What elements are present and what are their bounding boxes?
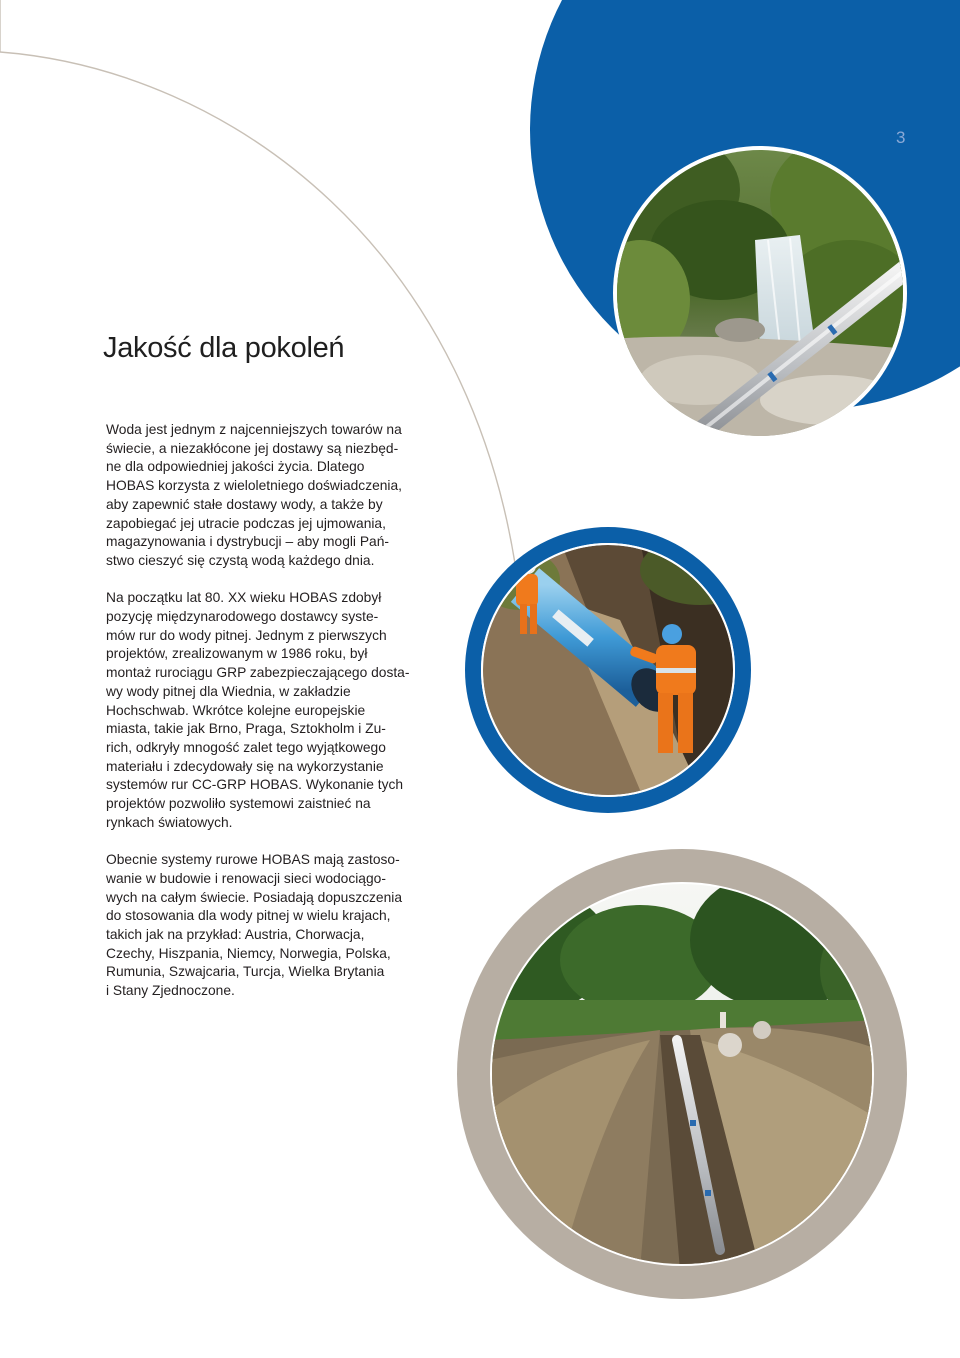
body-text — [106, 421, 422, 1019]
paragraph-2: Na początku lat 80. XX wieku HOBAS zdobył pozycję międzynarodowego dostawcy syste- mów rur do wody pitnej. Jednym z pierwszych projektów, zrealizowanym w 1986 roku, był montaż rurociągu GRP zabezpieczającego dosta- wy wody pitnej dla Wiednia, w zakładzie Hochschwab. Wkrótce kolejne europejskie miasta, takie jak Brno, Praga, Sztokholm i Zu- rich, odkryły mnogość zalet tego wyjątkowego materiału i zdecydowały się na wykorzystanie systemów rur CC-GRP HOBAS. Wykonanie tych projektów pozwoliło systemowi zaistnieć na rynkach światowych. — [106, 590, 410, 830]
page-title: Jakość dla pokoleń — [103, 332, 345, 364]
paragraph-1: Woda jest jednym z najcenniejszych towarów na świecie, a niezakłócone jej dostawy są niezbęd- ne dla odpowiedniej jakości życia. Dlatego HOBAS korzysta z wieloletniego doświadczenia, aby zapewnić stałe dostawy wody, a także by zapobiegać jej utracie podczas jej ujmowania, magazynowania i dystrybucji – aby mogli Pań- stwo cieszyć się czystą wodą każdego dnia. — [106, 422, 403, 568]
page-number: 3 — [896, 128, 906, 147]
paragraph-3: Obecnie systemy rurowe HOBAS mają zastoso- wanie w budowie i renowacji sieci wodociągo- wych na całym świecie. Posiadają dopuszczenia do stosowania dla wody pitnej w wielu krajach, takich jak na przykład: Austria, Chorwacja, Czechy, Hiszpania, Niemcy, Norwegia, Polska, Rumunia, Szwajcaria, Turcja, Wielka Brytania i Stany Zjednoczone. — [106, 852, 403, 999]
